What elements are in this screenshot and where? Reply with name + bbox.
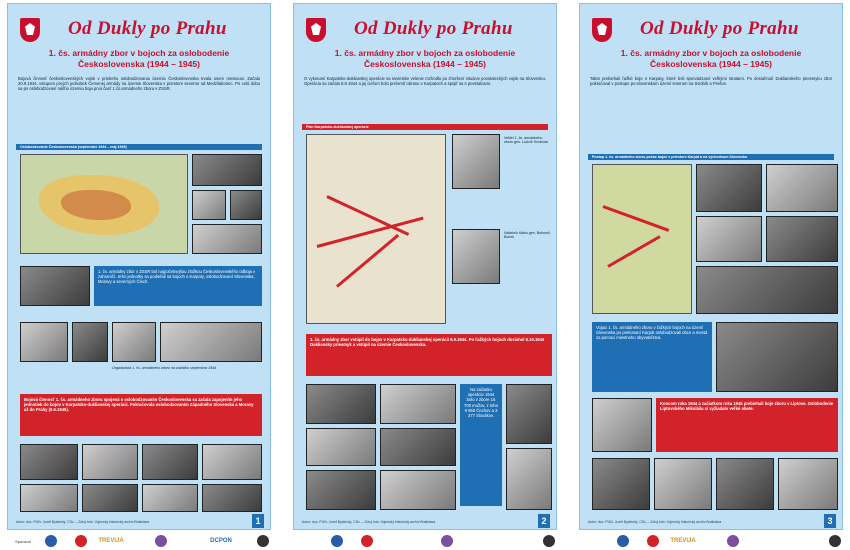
photo [380,384,456,424]
subtitle-line-2: Československa (1944 – 1945) [650,59,772,69]
subtitle-line-2: Československa (1944 – 1945) [78,59,200,69]
badge-logo-icon [74,534,88,548]
attack-arrow [336,234,399,288]
poster-subtitle [16,48,262,70]
portrait-photo [452,134,500,189]
title-row [302,18,548,42]
portrait-caption: Náčelník štábu gen. Bohumil Boček [504,231,550,240]
poster-subtitle [302,48,548,70]
photo [142,484,198,512]
intro-text: Takto prebiehali ťažké boje o Karpaty, ktoré boli sprevádzané veľkými stratami. Po dosiahnutí Duklianskeho priesmyku zbor pokračoval v postupe po slovenskom území smerom na Svidník a Prešov. [590,76,832,87]
org-chart-diagram [112,322,156,362]
info-box: Vojaci 1. čs. armádneho zboru v ťažkých bojoch na území Slovenska po prekonaní Karpát oslobodzovali obce a mestá za pomoci miestneho obyvateľstva. [592,322,712,392]
poster-panel-1 [4,0,274,550]
photo [192,224,262,254]
footer-credit: Autor: doc. PhDr. Jozef Bystrický, CSc. – Zdroj foto: Vojenský historický archív Bratislava [16,520,150,524]
photo [592,458,650,510]
poster-title: Od Dukly po Prahu [640,18,799,39]
section-rule: Postup 1. čs. armádneho zboru počas bojov v priestore Karpát a na východnom Slovensku [588,154,834,160]
photo [696,164,762,212]
poster-board [7,3,271,530]
title-row [16,18,262,42]
crest-logo-icon [330,534,344,548]
coat-of-arms-icon [592,18,612,42]
coat-of-arms-icon [20,18,40,42]
page-number: 3 [824,514,836,528]
photo [202,484,262,512]
photo [716,458,774,510]
round-logo-icon [542,534,556,548]
section-rule: Plán Karpatsko-duklianskej operácie [302,124,548,130]
photo [82,484,138,512]
photo [766,216,838,262]
emblem-logo-icon [440,534,454,548]
badge-logo-icon [360,534,374,548]
footer-credit: Autor: doc. PhDr. Jozef Bystrický, CSc. – Zdroj foto: Vojenský historický archív Bratislava [302,520,436,524]
photo [506,384,552,444]
photo [72,322,108,362]
title-row [588,18,834,42]
photo [306,384,376,424]
photo [506,448,552,510]
photo [230,190,262,220]
operation-plan-map [306,134,446,324]
attack-arrow [607,235,660,268]
photo [142,444,198,480]
photo [696,216,762,262]
round-logo-icon [256,534,270,548]
crest-logo-icon [44,534,58,548]
photo [192,190,226,220]
photo [716,322,838,392]
photo [306,470,376,510]
portrait-caption: Velitel 1. čs. armádneho zboru gen. Ludvík Svoboda [504,136,548,145]
attack-arrow [326,195,409,236]
intro-text: O vykonaní Karpatsko-duklianskej operácie sa sovietske velenie rozhodlo po zhoršení situácie povstaleckých vojsk na Slovensku. Operácia sa začala 8.9.1944 a jej cieľom bolo prelomiť obranu v Karpatoch a spojiť sa s povstalcami. [304,76,546,87]
round-logo-icon [828,534,842,548]
poster-panel-2 [290,0,560,550]
poster-title: Od Dukly po Prahu [354,18,513,39]
front-line-map [592,164,692,314]
page-number: 1 [252,514,264,528]
photo [380,428,456,466]
photo [306,428,376,466]
section-rule: Oslobodzovanie Československa (september 1944 – máj 1945) [16,144,262,150]
photo [202,444,262,480]
photo [592,398,652,452]
subtitle-line-1: 1. čs. armádny zbor v bojoch za oslobodenie [48,48,230,58]
highlight-box: Koncom roka 1944 a začiatkom roka 1945 prebiehali boje zboru v Liptove. Oslobodenie Liptovského Mikuláša si vyžiadalo veľké obete. [656,398,838,452]
photo [654,458,712,510]
dcpon-logo: DCPON [210,538,232,544]
photo [380,470,456,510]
trevija-logo: TREVIJA [670,538,696,544]
subtitle-line-2: Československa (1944 – 1945) [364,59,486,69]
highlight-box: 1. čs. armádny zbor vstúpil do bojov v Karpatsko-duklianskej operácii 9.9.1944. Po ťažkých bojoch dosiahol 6.10.1944 Dukliansky priesmyk a vstúpil na územie Československa. [306,334,552,376]
photo [20,322,68,362]
trevija-logo: TREVIJA [98,538,124,544]
attack-arrow [602,205,669,232]
photo [82,444,138,480]
poster-board [579,3,843,530]
emblem-logo-icon [726,534,740,548]
photo [20,266,90,306]
stats-box: Na začiatku operácie 1944 bolo v zbore 16 700 mužov, z toho 9 966 Čechov a 3 377 Slovákov. [460,384,502,506]
photo [20,484,78,512]
poster-panel-3 [576,0,846,550]
info-box: 1. čs. armádny zbor v ZSSR bol najpočetnejšou zložkou Československého odboja v zahraničí. Jeho jednotky sa podieľali na bojoch o Karpaty, oslobodzovaní Slovenska, Moravy a severných Čiech. [94,266,262,306]
poster-board [293,3,557,530]
operations-map [20,154,188,254]
photo [20,444,78,480]
photo [192,154,262,186]
page-number: 2 [538,514,550,528]
footer-credit: Autor: doc. PhDr. Jozef Bystrický, CSc. – Zdroj foto: Vojenský historický archív Bratislava [588,520,722,524]
poster-subtitle [588,48,834,70]
photo [696,266,838,314]
sponsor-label: Sponzori [15,538,31,544]
sponsor-logos [4,534,846,548]
photo [778,458,838,510]
crest-logo-icon [616,534,630,548]
portrait-photo [452,229,500,284]
highlight-box: Bojová činnosť 1. čs. armádneho zboru spojená s oslobodzovaním Československa sa začala zapojením jeho jednotiek do bojov v Karpatsko-duklianskej operácii. Pokračovala oslobodzovaním Západného Slovenska a Moravy až do Prahy (9.5.1945). [20,394,262,436]
subtitle-line-1: 1. čs. armádny zbor v bojoch za oslobodenie [620,48,802,58]
photo [766,164,838,212]
coat-of-arms-icon [306,18,326,42]
badge-logo-icon [646,534,660,548]
intro-text: Bojová činnosť československých vojsk v priebehu oslobodzovania územia Československa trvala osem mesiacov. Začala 20.9.1944, vstupom prvých jednotiek Červenej armády na územie Slovenska v priestore severne od Medzilaboriec. Po celú dobu sa po oslobodzovaní nášho územia boja prvá časť 1.čs.armádneho zboru v ZSSR. [18,76,260,92]
org-chart-diagram [160,322,262,362]
subtitle-line-1: 1. čs. armádny zbor v bojoch za oslobodenie [334,48,516,58]
poster-title: Od Dukly po Prahu [68,18,227,39]
figure-caption: Organizácia 1. čs. armádneho zboru na začiatku septembra 1944 [112,366,217,370]
emblem-logo-icon [154,534,168,548]
